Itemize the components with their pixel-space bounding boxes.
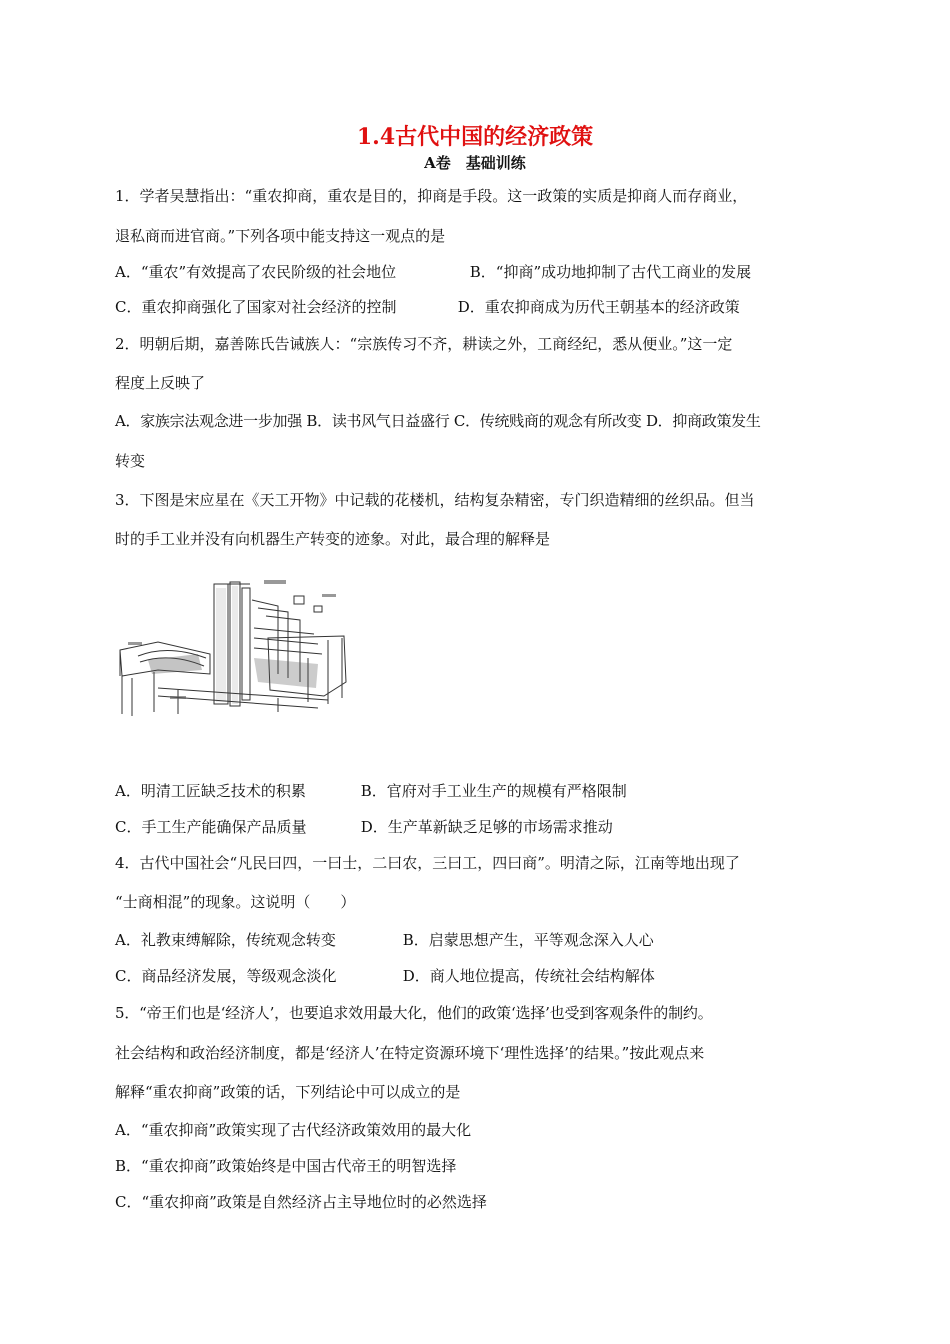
q1-option-c: C．重农抑商强化了国家对社会经济的控制 bbox=[115, 298, 397, 316]
section-subtitle: A卷 基础训练 bbox=[424, 154, 526, 172]
q4-option-c: C．商品经济发展，等级观念淡化 bbox=[115, 967, 337, 985]
q3-options-ab bbox=[115, 781, 627, 801]
q5-option-b: B．“重农抑商”政策始终是中国古代帝王的明智选择 bbox=[115, 1157, 457, 1175]
q4-options-ab bbox=[115, 930, 654, 950]
q3-option-b: B．官府对手工业生产的规模有严格限制 bbox=[360, 782, 627, 800]
q1-options-ab bbox=[115, 262, 751, 282]
document-title: 1.4古代中国的经济政策 bbox=[356, 124, 594, 150]
q3-option-d: D．生产革新缺乏足够的市场需求推动 bbox=[360, 818, 613, 836]
q4-option-a: A．礼教束缚解除，传统观念转变 bbox=[115, 931, 336, 949]
q1-option-a: A．“重农”有效提高了农民阶级的社会地位 bbox=[115, 263, 397, 281]
q4-stem-line2: “士商相混”的现象。这说明（ ） bbox=[115, 893, 356, 911]
q2-options-line: A．家族宗法观念进一步加强 B．读书风气日益盛行 C．传统贱商的观念有所改变 D．抑商政策发生 bbox=[115, 412, 761, 430]
q5-stem-line3: 解释“重农抑商”政策的话，下列结论中可以成立的是 bbox=[115, 1083, 461, 1101]
q3-options-cd bbox=[115, 817, 613, 837]
drawloom-figure bbox=[118, 578, 350, 716]
q4-stem-line1: 4．古代中国社会“凡民曰四，一曰士，二曰农，三曰工，四曰商”。明清之际，江南等地出现了 bbox=[115, 854, 740, 872]
q4-options-cd bbox=[115, 966, 655, 986]
q1-option-b: B．“抑商”成功地抑制了古代工商业的发展 bbox=[469, 263, 752, 281]
q2-options-continuation: 转变 bbox=[115, 452, 146, 470]
q3-option-c: C．手工生产能确保产品质量 bbox=[115, 818, 307, 836]
q3-option-a: A．明清工匠缺乏技术的积累 bbox=[115, 782, 306, 800]
q3-stem-line1: 3．下图是宋应星在《天工开物》中记载的花楼机，结构复杂精密，专门织造精细的丝织品。但当 bbox=[115, 491, 755, 509]
q1-stem-line2: 退私商而进官商。”下列各项中能支持这一观点的是 bbox=[115, 227, 446, 245]
q1-options-cd bbox=[115, 297, 740, 317]
q4-option-b: B．启蒙思想产生，平等观念深入人心 bbox=[402, 931, 654, 949]
q3-stem-line2: 时的手工业并没有向机器生产转变的迹象。对此，最合理的解释是 bbox=[115, 530, 551, 548]
q5-stem-line1: 5．“帝王们也是‘经济人’，也要追求效用最大化，他们的政策‘选择’也受到客观条件的制约。 bbox=[115, 1004, 713, 1022]
q1-option-d: D．重农抑商成为历代王朝基本的经济政策 bbox=[457, 298, 740, 316]
q5-stem-line2: 社会结构和政治经济制度，都是‘经济人’在特定资源环境下‘理性选择’的结果。”按此观点来 bbox=[115, 1044, 705, 1062]
q5-option-c: C．“重农抑商”政策是自然经济占主导地位时的必然选择 bbox=[115, 1193, 487, 1211]
q2-stem-line1: 2．明朝后期，嘉善陈氏告诫族人：“宗族传习不齐，耕读之外，工商经纪，悉从便业。”这一定 bbox=[115, 335, 733, 353]
q4-option-d: D．商人地位提高，传统社会结构解体 bbox=[402, 967, 655, 985]
q1-stem-line1: 1．学者吴慧指出：“重农抑商，重农是目的，抑商是手段。这一政策的实质是抑商人而存商业， bbox=[115, 187, 748, 205]
q2-stem-line2: 程度上反映了 bbox=[115, 374, 206, 392]
q5-option-a: A．“重农抑商”政策实现了古代经济政策效用的最大化 bbox=[115, 1121, 472, 1139]
